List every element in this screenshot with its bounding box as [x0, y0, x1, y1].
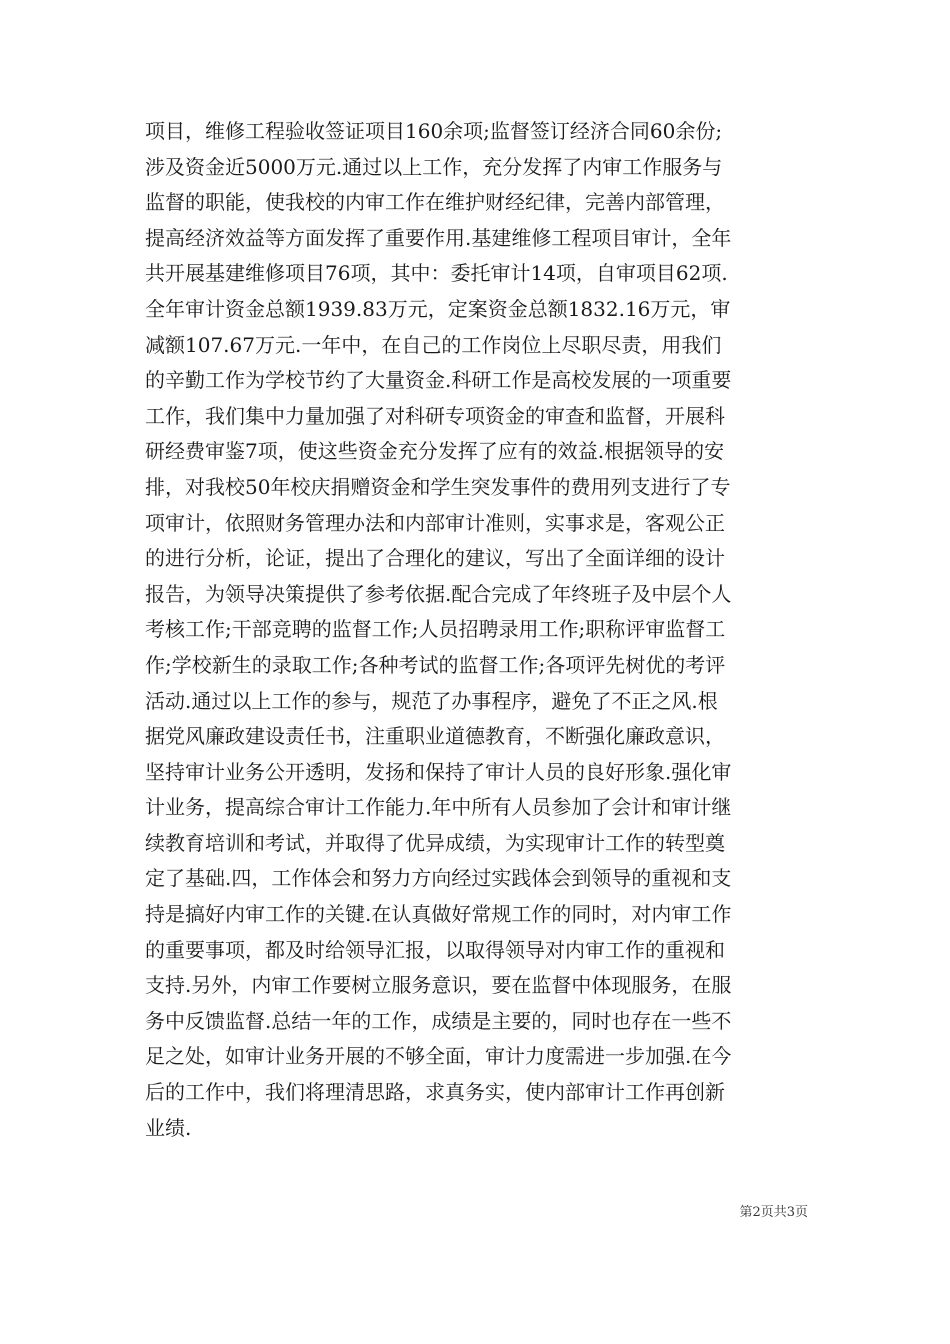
- text-line: 坚持审计业务公开透明，发扬和保持了审计人员的良好形象.强化审: [145, 759, 732, 784]
- body-text: [145, 114, 810, 1146]
- text-line: 后的工作中，我们将理清思路，求真务实，使内部审计工作再创新: [145, 1080, 725, 1105]
- text-line: 涉及资金近5000万元.通过以上工作，充分发挥了内审工作服务与: [145, 154, 723, 179]
- text-line: 续教育培训和考试，并取得了优异成绩，为实现审计工作的转型奠: [145, 830, 725, 855]
- text-line: 支持.另外，内审工作要树立服务意识，要在监督中体现服务，在服: [145, 973, 732, 998]
- text-line: 研经费审鉴7项，使这些资金充分发挥了应有的效益.根据领导的安: [145, 439, 725, 464]
- text-line: 项目，维修工程验收签证项目160余项;监督签订经济合同60余份;: [145, 119, 723, 143]
- text-line: 减额107.67万元.一年中，在自己的工作岗位上尽职尽责，用我们: [145, 332, 722, 357]
- text-line: 持是搞好内审工作的关键.在认真做好常规工作的同时，对内审工作: [145, 902, 732, 927]
- text-line: 作;学校新生的录取工作;各种考试的监督工作;各项评先树优的考评: [145, 652, 726, 677]
- text-line: 全年审计资金总额1939.83万元，定案资金总额1832.16万元，审: [145, 296, 731, 321]
- text-line: 务中反馈监督.总结一年的工作，成绩是主要的，同时也存在一些不: [145, 1008, 732, 1033]
- text-line: 考核工作;干部竞聘的监督工作;人员招聘录用工作;职称评审监督工: [145, 617, 726, 642]
- text-line: 的进行分析，论证，提出了合理化的建议，写出了全面详细的设计: [145, 546, 725, 571]
- text-line: 工作，我们集中力量加强了对科研专项资金的审查和监督，开展科: [145, 403, 725, 428]
- text-line: 共开展基建维修项目76项，其中：委托审计14项，自审项目62项.: [145, 261, 728, 286]
- text-line: 报告，为领导决策提供了参考依据.配合完成了年终班子及中层个人: [145, 581, 732, 606]
- text-line: 业绩.: [145, 1115, 192, 1140]
- text-line: 排，对我校50年校庆捐赠资金和学生突发事件的费用列支进行了专: [145, 474, 731, 499]
- page-number-footer: 第2页共3页: [739, 1205, 808, 1220]
- text-line: 的重要事项，都及时给领导汇报，以取得领导对内审工作的重视和: [145, 937, 725, 962]
- text-line: 项审计，依照财务管理办法和内部审计准则，实事求是，客观公正: [145, 510, 725, 535]
- text-line: 监督的职能，使我校的内审工作在维护财经纪律，完善内部管理，: [145, 190, 725, 215]
- text-line: 定了基础.四，工作体会和努力方向经过实践体会到领导的重视和支: [145, 866, 732, 891]
- text-line: 的辛勤工作为学校节约了大量资金.科研工作是高校发展的一项重要: [145, 368, 732, 393]
- text-line: 足之处，如审计业务开展的不够全面，审计力度需进一步加强.在今: [145, 1044, 732, 1069]
- text-line: 活动.通过以上工作的参与，规范了办事程序，避免了不正之风.根: [145, 688, 718, 713]
- text-line: 计业务，提高综合审计工作能力.年中所有人员参加了会计和审计继: [145, 795, 732, 820]
- text-line: 提高经济效益等方面发挥了重要作用.基建维修工程项目审计，全年: [145, 225, 732, 250]
- text-line: 据党风廉政建设责任书，注重职业道德教育，不断强化廉政意识，: [145, 724, 725, 749]
